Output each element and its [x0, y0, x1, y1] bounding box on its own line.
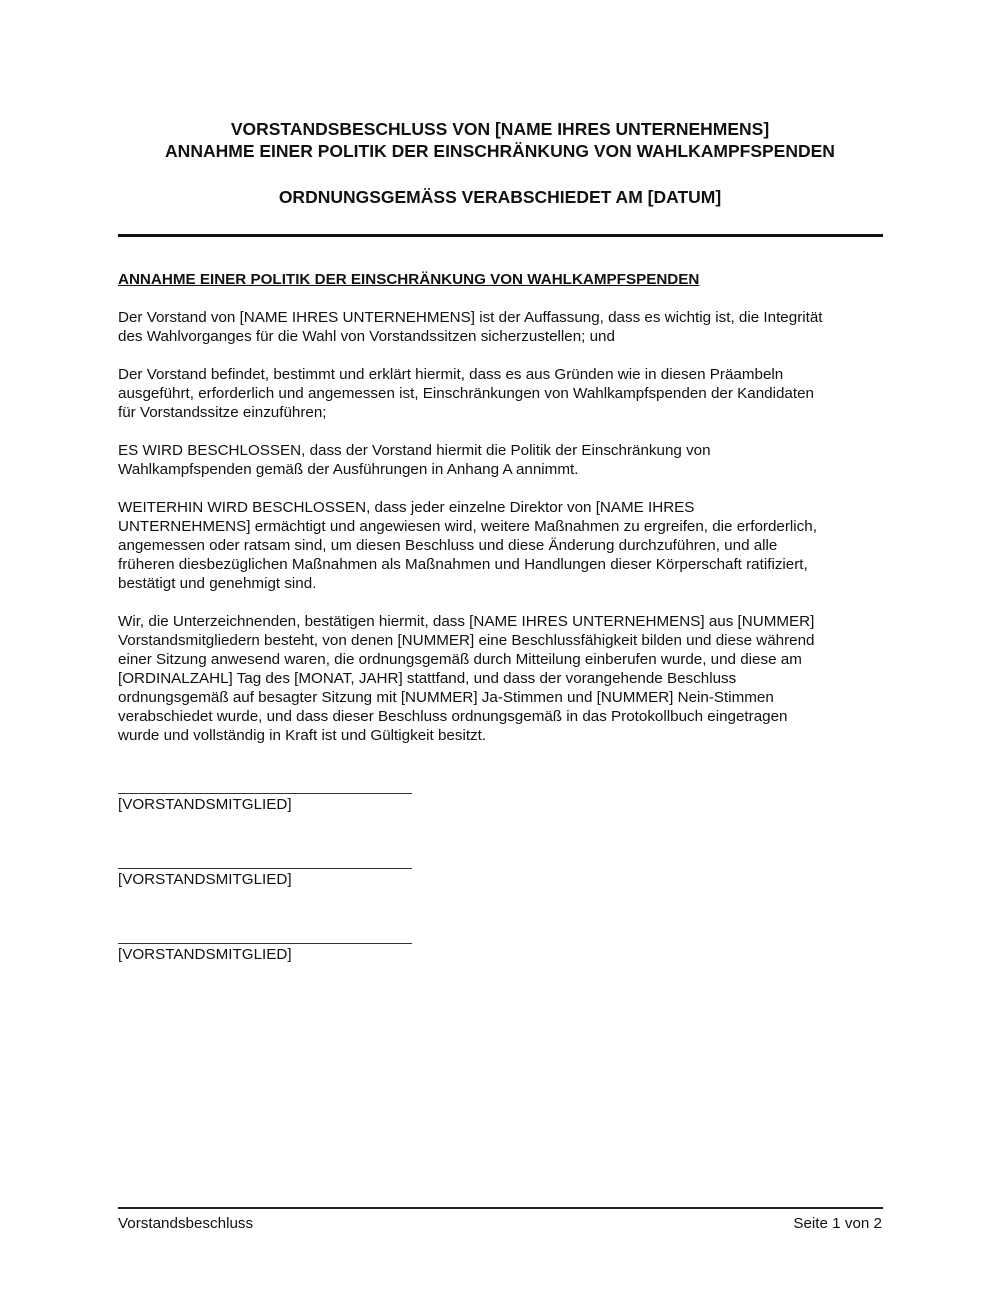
text-line: UNTERNEHMENS] ermächtigt und angewiesen wird, weitere Maßnahmen zu ergreifen, die erforderlich,	[118, 518, 817, 535]
text-line: Der Vorstand von [NAME IHRES UNTERNEHMENS] ist der Auffassung, dass es wichtig ist, die Integrität	[118, 309, 823, 326]
signature-line	[118, 868, 412, 869]
document-title	[118, 118, 882, 162]
text-line: bestätigt und genehmigt sind.	[118, 575, 317, 592]
text-line: früheren diesbezüglichen Maßnahmen als Maßnahmen und Handlungen dieser Körperschaft ratifiziert,	[118, 556, 808, 573]
text-line: Der Vorstand befindet, bestimmt und erklärt hiermit, dass es aus Gründen wie in diesen Präambeln	[118, 366, 784, 383]
section-heading: ANNAHME EINER POLITIK DER EINSCHRÄNKUNG VON WAHLKAMPFSPENDEN	[118, 271, 700, 288]
text-line: Wir, die Unterzeichnenden, bestätigen hiermit, dass [NAME IHRES UNTERNEHMENS] aus [NUMMER]	[118, 613, 815, 630]
footer-page-number: Seite 1 von 2	[793, 1215, 882, 1232]
text-line: Vorstandsmitgliedern besteht, von denen [NUMMER] eine Beschlussfähigkeit bilden und diese während	[118, 632, 815, 649]
text-line: ordnungsgemäß auf besagter Sitzung mit [NUMMER] Ja-Stimmen und [NUMMER] Nein-Stimmen	[118, 689, 774, 706]
text-line: wurde und vollständig in Kraft ist und Gültigkeit besitzt.	[118, 727, 487, 744]
signature-field-1	[118, 793, 413, 814]
text-line: für Vorstandssitze einzuführen;	[118, 404, 327, 421]
signature-line	[118, 943, 412, 944]
paragraph-preamble-1	[118, 308, 882, 346]
footer-document-name: Vorstandsbeschluss	[118, 1215, 254, 1232]
text-line: WEITERHIN WIRD BESCHLOSSEN, dass jeder einzelne Direktor von [NAME IHRES	[118, 499, 695, 516]
signature-label: [VORSTANDSMITGLIED]	[118, 946, 292, 963]
paragraph-preamble-2	[118, 365, 882, 422]
text-line: angemessen oder ratsam sind, um diesen Beschluss und diese Änderung durchzuführen, und alle	[118, 537, 778, 554]
signature-field-2	[118, 868, 413, 889]
title-line-1: VORSTANDSBESCHLUSS VON [NAME IHRES UNTERNEHMENS]	[230, 119, 770, 139]
text-line: [ORDINALZAHL] Tag des [MONAT, JAHR] stattfand, und dass der vorangehende Beschluss	[118, 670, 737, 687]
text-line: Wahlkampfspenden gemäß der Ausführungen in Anhang A annimmt.	[118, 461, 579, 478]
signature-field-3	[118, 943, 413, 964]
footer-divider	[118, 1207, 883, 1209]
text-line: ES WIRD BESCHLOSSEN, dass der Vorstand hiermit die Politik der Einschränkung von	[118, 442, 711, 459]
text-line: des Wahlvorganges für die Wahl von Vorstandssitzen sicherzustellen; und	[118, 328, 615, 345]
title-line-2: ANNAHME EINER POLITIK DER EINSCHRÄNKUNG VON WAHLKAMPFSPENDEN	[165, 141, 835, 161]
document-body	[118, 270, 882, 764]
page-footer	[118, 1214, 882, 1233]
signature-line	[118, 793, 412, 794]
header-divider	[118, 234, 883, 237]
text-line: einer Sitzung anwesend waren, die ordnungsgemäß durch Mitteilung einberufen wurde, und diese am	[118, 651, 802, 668]
paragraph-further-resolution	[118, 498, 882, 593]
paragraph-resolution	[118, 441, 882, 479]
document-subtitle: ORDNUNGSGEMÄSS VERABSCHIEDET AM [DATUM]	[278, 187, 722, 207]
signature-label: [VORSTANDSMITGLIED]	[118, 871, 292, 888]
paragraph-certification	[118, 612, 882, 745]
text-line: ausgeführt, erforderlich und angemessen ist, Einschränkungen von Wahlkampfspenden der Kandidaten	[118, 385, 814, 402]
signature-label: [VORSTANDSMITGLIED]	[118, 796, 292, 813]
text-line: verabschiedet wurde, und dass dieser Beschluss ordnungsgemäß in das Protokollbuch eingetragen	[118, 708, 788, 725]
